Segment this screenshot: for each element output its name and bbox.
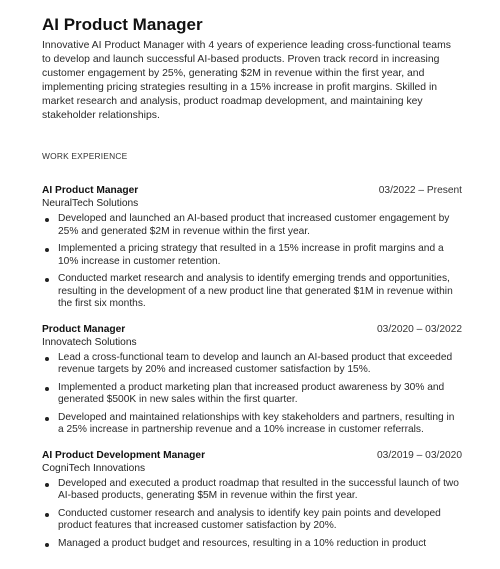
- bullet-text: Developed and maintained relationships with key stakeholders and partners, resulting in a 25% increase in partnership revenue and a 10% increase in customer referrals.: [58, 411, 455, 435]
- job-entry: [42, 324, 462, 437]
- bullet-text: Developed and launched an AI-based product that increased customer engagement by 25% and generated $2M in revenue within the first year.: [58, 213, 450, 237]
- bullet-item: [42, 273, 462, 311]
- company-name: NeuralTech Solutions: [42, 198, 139, 209]
- company-name: Innovatech Solutions: [42, 336, 137, 348]
- bullet-dot-icon: [45, 417, 49, 421]
- job-title: AI Product Manager: [42, 185, 139, 196]
- bullet-text: Conducted customer research and analysis to identify key pain points and developed product features that increased customer satisfaction by 20%.: [58, 507, 441, 531]
- job-header: [42, 185, 462, 196]
- bullet-item: [42, 478, 462, 503]
- bullet-text: Lead a cross-functional team to develop and launch an AI-based product that exceeded revenue targets by 20% and increased customer satisfaction by 15%.: [58, 351, 453, 375]
- job-dates: 03/2019 – 03/2020: [377, 449, 462, 461]
- bullet-dot-icon: [45, 387, 49, 391]
- bullet-item: [42, 352, 462, 377]
- bullet-text: Developed and executed a product roadmap that resulted in the successful launch of two AI-based products, generating $5M in revenue within the first year.: [58, 477, 459, 501]
- bullet-dot-icon: [45, 357, 49, 361]
- bullet-text: Implemented a product marketing plan that increased product awareness by 30% and generated $500K in new sales within the first quarter.: [58, 381, 445, 405]
- job-header: [42, 324, 462, 335]
- job-dates: 03/2022 – Present: [378, 185, 462, 196]
- bullet-dot-icon: [45, 513, 49, 517]
- bullet-item: [42, 508, 462, 533]
- bullet-text: Conducted market research and analysis to identify emerging trends and opportunities, resulting in the development of a new product line that generated $1M in revenue within the first six months.: [58, 273, 453, 309]
- resume-name: AI Product Manager: [42, 15, 203, 34]
- bullet-item: [42, 412, 462, 437]
- bullet-dot-icon: [45, 248, 49, 252]
- bullet-item: [42, 213, 462, 238]
- bullet-dot-icon: [45, 543, 49, 547]
- bullet-dot-icon: [45, 483, 49, 487]
- section-title-work-experience: WORK EXPERIENCE: [42, 151, 128, 161]
- job-dates: 03/2020 – 03/2022: [377, 323, 462, 335]
- bullet-text: Managed a product budget and resources, resulting in a 10% reduction in product: [58, 537, 427, 549]
- job-entry: [42, 450, 462, 551]
- job-entry: [42, 185, 462, 311]
- job-bullets: [42, 478, 462, 551]
- bullet-dot-icon: [45, 278, 49, 282]
- job-header: [42, 450, 462, 461]
- bullet-dot-icon: [45, 218, 49, 222]
- bullet-item: [42, 382, 462, 407]
- summary-paragraph: Innovative AI Product Manager with 4 years of experience leading cross-functional teams to develop and launch successful AI-based products. Proven track record in increasing customer engagement by 25%, generating $2M in revenue within the first year, and implementing pricing strategies resulting in a 15% increase in profit margins. Skilled in market research and analysis, product roadmap development, and maintaining key stakeholder relationships.: [42, 40, 451, 121]
- job-title: Product Manager: [42, 323, 126, 335]
- job-bullets: [42, 352, 462, 437]
- company-name: CogniTech Innovations: [42, 462, 146, 474]
- bullet-text: Implemented a pricing strategy that resulted in a 15% increase in profit margins and a 10% increase in customer retention.: [58, 243, 444, 267]
- bullet-item: [42, 538, 462, 551]
- job-bullets: [42, 213, 462, 311]
- job-title: AI Product Development Manager: [42, 449, 206, 461]
- resume-page: [42, 14, 462, 555]
- bullet-item: [42, 243, 462, 268]
